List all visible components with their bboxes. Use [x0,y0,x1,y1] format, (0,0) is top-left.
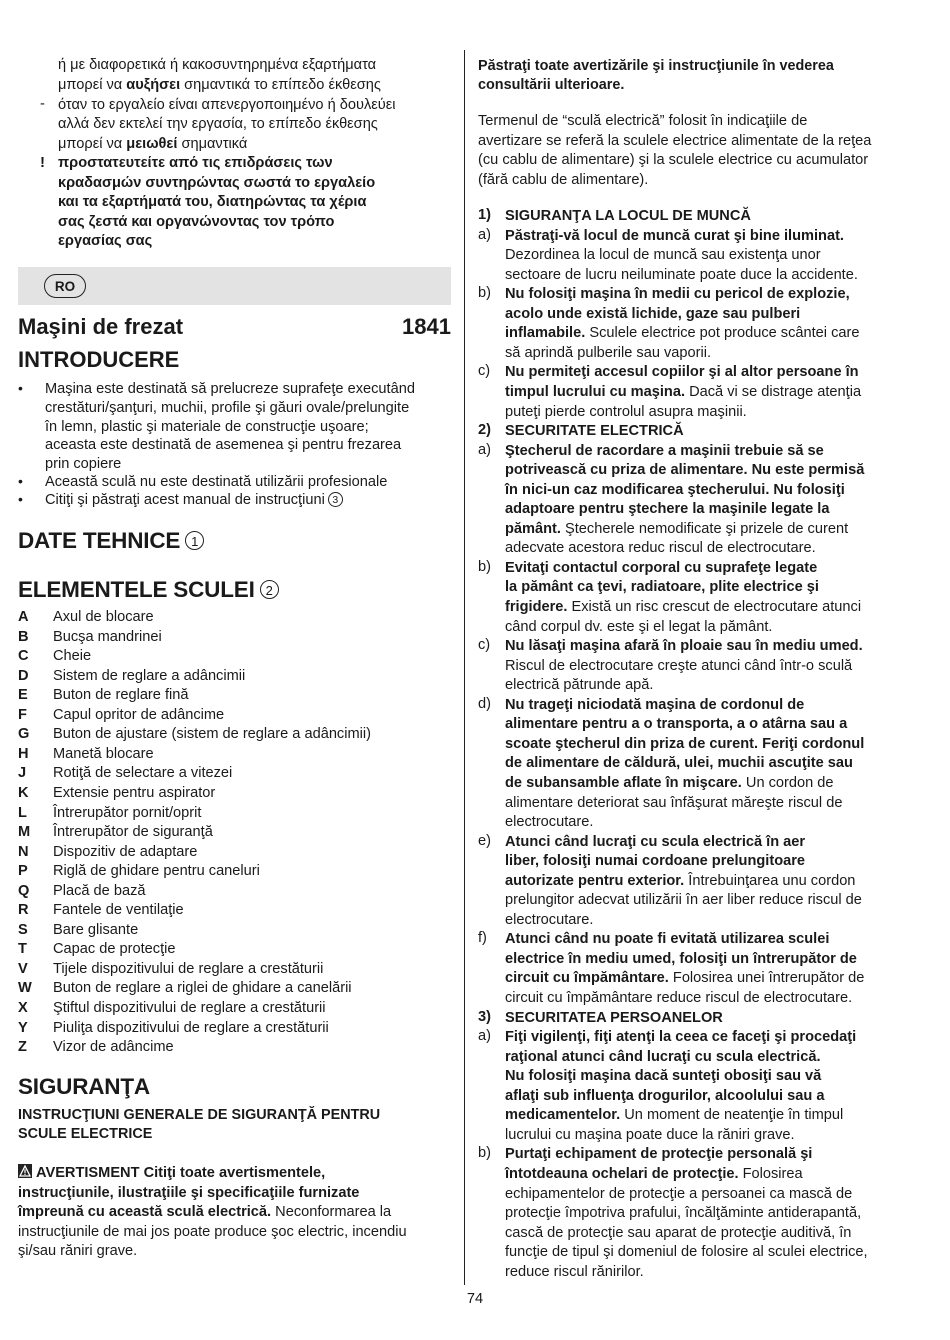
term-line: avertizare se referă la sculele electrice alimentate de la reţea [478,132,872,149]
rule-text: când corpul dv. este şi el legat la pământ. [505,618,773,635]
dash-marker: - [40,96,45,112]
rule-bold-text: SECURITATEA PERSOANELOR [505,1009,723,1026]
part-name: Capul opritor de adâncime [53,706,225,723]
rule-line [505,969,864,989]
rule-line [505,227,844,247]
rule-line [505,1224,851,1244]
rule-line [505,1087,824,1107]
rule-label: a) [478,226,491,243]
rule-line [505,1204,861,1224]
rule-text: reduce riscul rănirilor. [505,1263,644,1280]
greek-line: όταν το εργαλείο είναι απενεργοποιημένο ή δουλεύει [58,97,396,113]
rule-text: să aprindă pulberile sau vaporii. [505,344,712,361]
rule-bold-text: Păstraţi-vă locul de muncă curat şi bine iluminat. [505,227,844,244]
rule-label: c) [478,637,491,654]
rule-line [505,715,847,735]
term-line: (cu cablu de alimentare) şi la sculele electrice cu acumulator [478,152,869,168]
rule-bold-text: la pământ ca ţevi, radiatoare, plite electrice şi [505,579,819,596]
part-name: Întrerupător pornit/oprit [53,804,202,821]
rule-text: Un moment de neatenţie în timpul [620,1107,844,1124]
greek-line: και τα εξαρτήματά του, διατηρώντας τα χέρια [58,194,367,210]
greek-line: ή με διαφορετικά ή κακοσυντηρημένα εξαρτήματα [58,57,377,73]
rule-text: Întrebuinţarea unu cordon [684,872,856,889]
intro-line [45,455,121,475]
rule-line [505,1243,868,1263]
rule-text: Dezordinea la locul de muncă sau existenţa unor [505,247,821,264]
part-key: D [18,667,29,684]
part-name: Bare glisante [53,921,139,938]
warning-line [18,1203,391,1223]
part-name: Riglă de ghidare pentru caneluri [53,863,260,880]
part-key: P [18,863,28,880]
rule-line [505,1028,856,1048]
rule-bold-text: Nu permiteţi accesul copiilor şi al altor persoane în [505,364,859,381]
keep-line2: consultării ulterioare. [478,77,625,93]
rule-line [505,461,864,481]
rule-bold-text: Nu folosiţi maşina dacă sunteţi obosiţi sau vă [505,1068,822,1085]
greek-line: προστατευτείτε από τις επιδράσεις των [58,155,333,171]
rule-label: b) [478,285,491,302]
rule-text: puteţi pierde controlul asupra maşinii. [505,403,747,420]
rule-line [505,657,852,677]
rule-line [505,324,860,344]
intro-line [45,473,387,493]
rule-line [505,285,850,305]
part-key: N [18,843,29,860]
model-number: 1841 [402,314,451,339]
part-name: Placă de bază [53,882,146,899]
greek-line: σας ζεστά και οργανώνοντας τον τρόπο [58,214,335,230]
rule-bold-text: frigidere. [505,599,568,615]
part-key: Q [18,882,30,899]
rule-bold-text: liber, folosiţi numai cordoane prelungitoare [505,853,806,870]
part-name: Bucşa mandrinei [53,628,162,645]
bullet-icon: • [18,380,23,396]
intro-line [45,436,401,456]
rule-label: 2) [478,422,491,439]
rule-line [505,500,829,520]
rule-bold-text: acolo unde există lichide, gaze sau pulberi [505,305,801,322]
rule-line [505,383,861,403]
part-name: Buton de reglare a riglei de ghidare a canelării [53,980,352,997]
general-heading-line1: INSTRUCŢIUNI GENERALE DE SIGURANŢĂ PENTRU [18,1107,381,1123]
page-number: 74 [466,1291,484,1307]
rule-line [505,813,593,833]
part-name: Extensie pentru aspirator [53,784,216,801]
rule-bold-text: autorizate pentru exterior. [505,872,685,889]
intro-text: Citiţi şi păstraţi acest manual de instrucţiuni [45,492,325,508]
greek-text: σημαντικά [177,136,248,152]
exclamation-marker: ! [40,154,45,171]
bullet-icon: • [18,491,23,507]
part-key: K [18,784,29,801]
rule-bold-text: Nu folosiţi maşina în medii cu pericol de explozie, [505,286,850,303]
rule-bold-text: raţional atunci când lucraţi cu scula electrică. [505,1048,821,1065]
rule-line [505,637,863,657]
rule-line [505,774,834,794]
rule-text: electrică pătrunde apă. [505,677,654,694]
intro-line [45,491,343,511]
greek-bold-text: μειωθεί [126,136,178,152]
part-name: Buton de ajustare (sistem de reglare a adâncimii) [53,726,371,743]
rule-line [505,266,858,286]
general-heading-line2: SCULE ELECTRICE [18,1126,153,1142]
rule-bold-text: inflamabile. [505,325,586,342]
rule-line [505,442,824,462]
part-name: Capac de protecţie [53,941,176,958]
manual-ref-icon: 3 [328,492,343,507]
rule-text: echipamentelor de protecţie a persoanei ca mască de [505,1185,853,1202]
rule-text: electrocutare. [505,911,594,928]
tech-heading-text: DATE TEHNICE [18,528,181,553]
rule-text: funcţie de tipul şi domeniul de folosire al sculei electrice, [505,1244,868,1261]
rule-line [505,989,852,1009]
part-key: T [18,941,27,958]
rule-text: Riscul de electrocutare creşte atunci când într-o sculă [505,657,853,674]
greek-text: μπορεί να [58,77,127,93]
rule-line [505,539,816,559]
rule-bold-text: Ştecherul de racordare a maşinii trebuie să se [505,442,824,459]
column-divider [464,50,465,1285]
part-key: L [18,804,27,821]
rule-section-heading [505,207,751,227]
greek-line: εργασίας σας [58,233,153,249]
intro-text: crestături/şanţuri, muchii, profile şi găuri ovale/prelungite [45,400,410,416]
rule-text: sectoare de lucru neiluminate poate duce la accidente. [505,266,858,283]
rule-line [505,930,829,950]
language-badge: RO [44,274,86,298]
rule-line [505,1126,795,1146]
rule-line [505,481,845,501]
intro-heading: INTRODUCERE [18,347,180,372]
intro-text: Această sculă nu este destinată utilizării profesionale [45,474,388,490]
part-key: H [18,745,29,762]
part-key: X [18,1000,28,1016]
part-name: Dispozitiv de adaptare [53,843,198,860]
warning-text: Neconformarea la [271,1204,392,1220]
rule-line [505,1165,803,1185]
rule-line [505,618,772,638]
part-name: Vizor de adâncime [53,1039,174,1056]
warning-bold-text: AVERTISMENT Citiţi toate avertismentele, [36,1165,326,1181]
rule-label: c) [478,363,491,380]
rule-text: circuit cu împământare reduce riscul de electrocutare. [505,990,853,1006]
greek-text: σημαντικά το επίπεδο έκθεσης [180,77,381,93]
rule-bold-text: Fiţi vigilenţi, fiţi atenţi la ceea ce faceţi şi procedaţi [505,1029,857,1046]
rule-section-heading [505,1009,723,1029]
part-key: R [18,902,29,919]
greek-line: αλλά δεν εκτελεί την εργασία, το επίπεδο έκθεσης [58,116,378,132]
rule-label: e) [478,832,491,849]
rule-line [505,696,804,716]
rule-bold-text: de alimentare de căldură, ulei, muchii ascuţite sau [505,755,853,772]
elements-ref-icon: 2 [260,580,279,599]
rule-line [505,1263,644,1283]
rule-line [505,598,861,618]
rule-text: lucrului cu maşina poate duce la răniri grave. [505,1126,795,1143]
rule-line [505,891,862,911]
rule-line [505,305,800,325]
language-band [18,267,451,305]
bullet-icon: • [18,473,23,489]
rule-text: Dacă vi se distrage atenţia [685,383,862,400]
warning-line [18,1223,407,1243]
part-key: W [18,980,32,997]
rule-line [505,1048,821,1068]
part-key: A [18,609,29,625]
rule-bold-text: medicamentelor. [505,1107,621,1124]
rule-text: Sculele electrice pot produce scântei care [585,325,860,342]
rule-bold-text: alimentare pentru a o transporta, a o atârna sau a [505,716,848,733]
rule-line [505,872,855,892]
rule-line [505,794,842,814]
part-name: Manetă blocare [53,745,154,762]
rule-line [505,950,857,970]
intro-line [45,399,409,419]
rule-bold-text: circuit cu împământare. [505,970,669,987]
part-name: Ştiftul dispozitivului de reglare a crestăturii [53,1000,326,1016]
safety-heading: SIGURANŢA [18,1074,150,1099]
part-name: Întrerupător de siguranţă [53,824,213,841]
part-name: Axul de blocare [53,609,154,625]
rule-bold-text: de subansamble aflate în mişcare. [505,774,742,791]
part-key: S [18,921,28,938]
part-name: Buton de reglare fină [53,687,189,704]
rule-bold-text: SECURITATE ELECTRICĂ [505,423,684,440]
rule-text: prelungitor adecvat utilizării în aer liber reduce riscul de [505,892,862,909]
intro-text: prin copiere [45,456,122,472]
warning-line [18,1164,325,1184]
warning-bold-text: instrucţiunile, ilustraţiile şi specificaţiile furnizate [18,1185,360,1201]
rule-label: d) [478,695,491,712]
intro-text: în lemn, plastic şi materiale de construcţie uşoare; [45,419,369,435]
tech-ref-icon: 1 [185,531,204,550]
warning-line [18,1242,137,1262]
part-name: Rotiţă de selectare a vitezei [53,765,233,782]
rule-bold-text: electrice în mediu umed, folosiţi un întrerupător de [505,950,857,967]
rule-line [505,1106,843,1126]
tech-heading [18,528,204,554]
intro-text: aceasta este destinată de asemenea şi pentru frezarea [45,437,402,453]
rule-line [505,852,805,872]
rule-bold-text: aflaţi sub influenţa drogurilor, alcoolului sau a [505,1087,825,1104]
rule-bold-text: Purtaţi echipament de protecţie personală şi [505,1146,813,1163]
part-key: M [18,824,31,841]
part-name: Tijele dispozitivului de reglare a crestăturii [53,960,324,977]
elements-heading [18,577,279,603]
term-line: Termenul de “sculă electrică” folosit în indicaţiile de [478,113,808,129]
term-line: (fără cablu de alimentare). [478,171,649,188]
greek-text: μπορεί να [58,136,127,152]
greek-line [58,76,381,96]
rule-bold-text: Atunci când lucraţi cu scula electrică în aer [505,833,806,850]
rule-line [505,676,653,696]
rule-text: Ştecherele nemodificate şi prizele de curent [560,520,849,537]
rule-bold-text: pământ. [505,520,561,537]
keep-line1: Păstraţi toate avertizările şi instrucţiunile în vederea [478,58,834,74]
rule-label: b) [478,558,491,575]
rule-line [505,578,819,598]
rule-text: alimentare deteriorat sau înfăşurat măreşte riscul de [505,794,843,811]
rule-line [505,246,821,266]
part-name: Cheie [53,648,92,665]
part-name: Piuliţa dispozitivului de reglare a crestăturii [53,1019,329,1036]
rule-section-heading [505,422,684,442]
rule-label: a) [478,441,491,458]
rule-text: adecvate acestora reduc riscul de electrocutare. [505,540,816,557]
rule-bold-text: Nu lăsaţi maşina afară în ploaie sau în mediu umed. [505,638,863,655]
part-key: Z [18,1039,27,1056]
rule-label: f) [478,930,487,947]
rule-text: protecţie împotriva prafului, încălţăminte antiderapantă, [505,1205,862,1222]
rule-line [505,735,864,755]
rule-line [505,344,711,364]
product-title: Maşini de frezat [18,314,184,339]
rule-text: cască de protecţie sau aparat de protecţie auditivă, în [505,1224,852,1241]
rule-line [505,1145,812,1165]
part-key: Y [18,1019,28,1036]
rule-bold-text: potrivească cu priza de alimentare. Nu este permisă [505,462,865,479]
greek-line: κραδασμών συντηρώντας σωστά το εργαλείο [58,175,376,191]
rule-bold-text: Evitaţi contactul corporal cu suprafeţe legate [505,559,818,576]
rule-label: a) [478,1028,491,1045]
warning-bold-text: împreună cu această sculă electrică. [18,1204,272,1220]
warning-triangle-icon [18,1164,32,1178]
warning-text: instrucţiunile de mai jos poate produce şoc electric, incendiu [18,1224,407,1240]
rule-line [505,833,805,853]
elements-heading-text: ELEMENTELE SCULEI [18,577,255,602]
part-key: B [18,628,29,645]
intro-line [45,380,415,400]
rule-line [505,403,747,423]
part-key: V [18,960,28,977]
part-key: J [18,765,27,782]
rule-text: Folosirea unei întrerupător de [668,970,865,987]
warning-text: şi/sau răniri grave. [18,1243,138,1259]
rule-label: 3) [478,1008,491,1025]
warning-line [18,1184,359,1204]
rule-line [505,911,593,931]
rule-line [505,520,848,540]
rule-bold-text: în nici-un caz modificarea ştecherului. Nu folosiţi [505,481,845,498]
rule-line [505,559,817,579]
rule-line [505,754,853,774]
rule-line [505,1067,821,1087]
greek-line [58,135,247,155]
part-key: E [18,687,28,704]
part-key: F [18,706,27,723]
part-name: Fantele de ventilaţie [53,902,184,919]
part-name: Sistem de reglare a adâncimii [53,667,246,684]
rule-bold-text: adaptoare pentru ştechere la maşinile legate la [505,501,830,518]
rule-text: Un cordon de [741,774,834,791]
part-key: C [18,648,29,665]
rule-text: Folosirea [738,1165,803,1182]
rule-bold-text: Atunci când nu poate fi evitată utilizarea sculei [505,931,830,948]
rule-label: 1) [478,207,491,223]
rule-bold-text: întotdeauna ochelari de protecţie. [505,1165,739,1182]
rule-text: Există un risc crescut de electrocutare atunci [567,599,862,615]
rule-bold-text: SIGURANŢA LA LOCUL DE MUNCĂ [505,208,751,224]
rule-bold-text: timpul lucrului cu maşina. [505,383,686,400]
rule-line [505,1185,852,1205]
rule-line [505,363,859,383]
intro-text: Maşina este destinată să prelucreze suprafeţe executând [45,381,415,397]
intro-line [45,418,369,438]
rule-text: electrocutare. [505,814,594,831]
rule-bold-text: scoate ştecherul din priza de curent. Feriţi cordonul [505,735,865,752]
part-key: G [18,726,30,743]
rule-bold-text: Nu trageţi niciodată maşina de cordonul de [505,696,805,713]
greek-bold-text: αυξήσει [126,77,181,93]
rule-label: b) [478,1145,491,1162]
